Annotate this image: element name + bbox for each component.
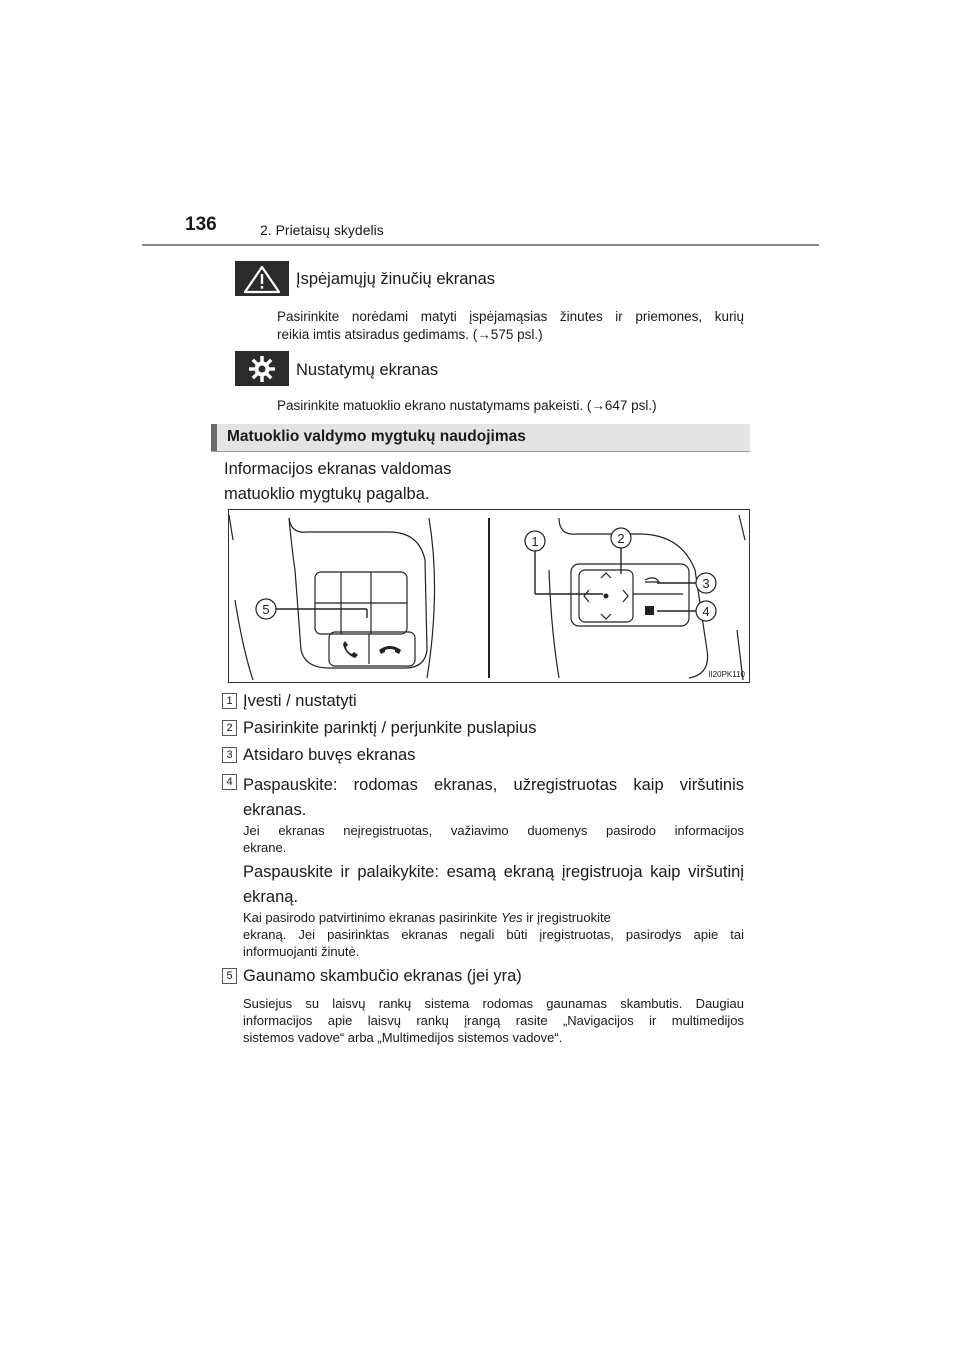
item-label-5: Gaunamo skambučio ekranas (jei yra): [243, 967, 522, 985]
figure-code: II20PK110: [708, 670, 745, 679]
callout-2: 2: [617, 531, 625, 546]
callout-1: 1: [531, 534, 539, 549]
item-4-note1: [243, 822, 744, 856]
warning-screen-title: Įspėjamųjų žinučių ekranas: [296, 270, 496, 288]
intro-text: [224, 457, 451, 507]
item-4-note2-post: ir įregistruokite: [526, 910, 611, 925]
steering-wheel-illustration: [229, 510, 749, 682]
item-4-press-hold-line1: Paspauskite ir palaikykite: esamą ekraną įregistruoja kaip viršutinį: [243, 863, 744, 881]
item-4-note2-line2: ekraną. Jei pasirinktas ekranas negali būti įregistruotas, pasirodys apie tai: [243, 927, 744, 942]
item-5-note-line1: Susiejus su laisvų rankų sistema rodomas gaunamas skambutis. Daugiau: [243, 996, 744, 1011]
item-number-5: 5: [222, 968, 237, 984]
section-heading: Matuoklio valdymo mygtukų naudojimas: [227, 428, 526, 445]
section-title: 2. Prietaisų skydelis: [260, 222, 384, 238]
item-4-line1: Paspauskite: rodomas ekranas, užregistruotas kaip viršutinis: [243, 776, 744, 794]
item-label-4: [243, 773, 744, 823]
callout-4: 4: [702, 604, 710, 619]
warning-screen-description: [277, 308, 744, 344]
item-4-line2: ekranas.: [243, 801, 307, 819]
item-label-1: Įvesti / nustatyti: [243, 692, 357, 710]
warning-desc-line1: Pasirinkite norėdami matyti įspėjamąsias žinutes ir priemones, kurių: [277, 309, 744, 324]
item-5-note: [243, 995, 744, 1046]
callout-5: 5: [262, 602, 270, 617]
page-number: 136: [185, 214, 217, 235]
intro-line2: matuoklio mygtukų pagalba.: [224, 485, 430, 503]
steering-wheel-switches-figure: [228, 509, 750, 683]
settings-screen-description: Pasirinkite matuoklio ekrano nustatymams pakeisti. (→647 psl.): [277, 398, 657, 413]
heading-accent: [211, 424, 217, 451]
item-5-note-line3: sistemos vadove“ arba „Multimedijos sistemos vadove“.: [243, 1030, 563, 1045]
item-5-note-line2: informacijos apie laisvų rankų įrangą rasite „Navigacijos ir multimedijos: [243, 1013, 744, 1028]
item-4-press-hold-line2: ekraną.: [243, 888, 299, 906]
intro-line1: Informacijos ekranas valdomas: [224, 460, 452, 478]
settings-screen-title: Nustatymų ekranas: [296, 361, 439, 379]
warning-triangle-icon: [235, 261, 289, 296]
item-4-note1-line2: ekrane.: [243, 840, 287, 855]
item-4-press-hold: [243, 860, 744, 910]
item-label-3: Atsidaro buvęs ekranas: [243, 746, 416, 764]
warning-desc-line2: reikia imtis atsiradus gedimams. (→575 psl.): [277, 327, 543, 342]
section-heading-bar: [211, 424, 750, 452]
item-number-4: 4: [222, 774, 237, 790]
item-4-note2: [243, 909, 744, 960]
item-number-1: 1: [222, 693, 237, 709]
item-4-note2-pre: Kai pasirodo patvirtinimo ekranas pasirinkite: [243, 910, 498, 925]
header-divider: [142, 244, 819, 246]
item-4-note2-line1: [243, 909, 744, 926]
item-number-3: 3: [222, 747, 237, 763]
item-4-note2-line3: informuojanti žinutė.: [243, 944, 360, 959]
callout-3: 3: [702, 576, 710, 591]
item-number-2: 2: [222, 720, 237, 736]
gear-icon: [235, 351, 289, 386]
item-4-note1-line1: Jei ekranas neįregistruotas, važiavimo duomenys pasirodo informacijos: [243, 823, 744, 838]
item-4-note2-yes: Yes: [500, 910, 523, 925]
item-label-2: Pasirinkite parinktį / perjunkite puslapius: [243, 719, 537, 737]
